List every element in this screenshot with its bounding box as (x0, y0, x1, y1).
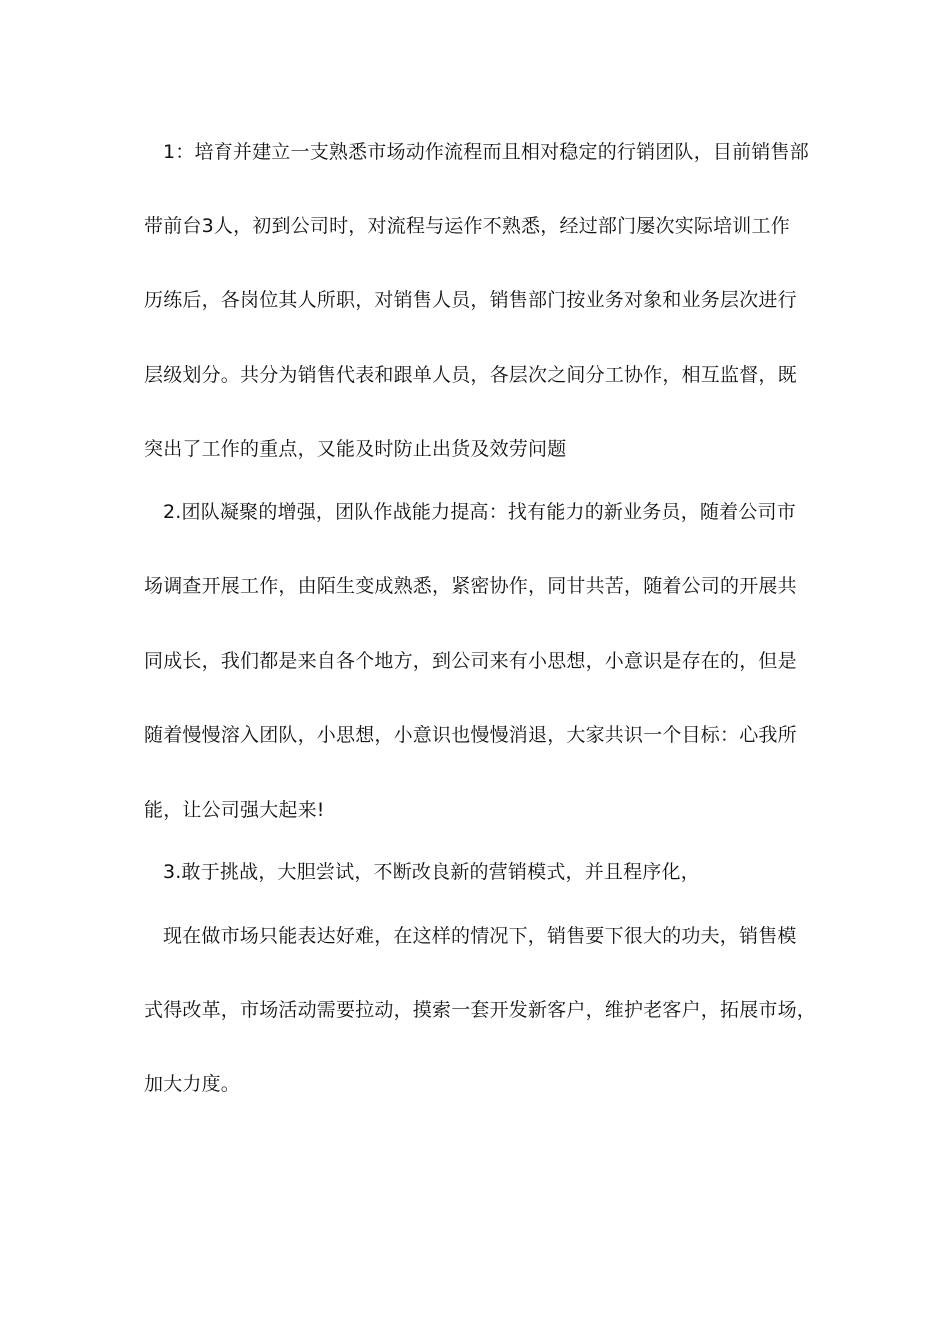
paragraph-2-line-3: 同成长，我们都是来自各个地方，到公司来有小思想，小意识是存在的，但是 (144, 650, 797, 672)
paragraph-1-line-1: 1：培育并建立一支熟悉市场动作流程而且相对稳定的行销团队，目前销售部 (163, 141, 809, 163)
paragraph-2-line-4: 随着慢慢溶入团队，小思想，小意识也慢慢消退，大家共识一个目标：心我所 (144, 724, 797, 746)
paragraph-3-line-1: 3.敢于挑战，大胆尝试，不断改良新的营销模式，并且程序化， (163, 861, 700, 883)
paragraph-1-line-4: 层级划分。共分为销售代表和跟单人员，各层次之间分工协作，相互监督，既 (144, 364, 797, 386)
paragraph-4-line-3: 加大力度。 (144, 1073, 241, 1095)
paragraph-2-line-1: 2.团队凝聚的增强，团队作战能力提高：找有能力的新业务员，随着公司市 (163, 501, 796, 523)
paragraph-1-line-2: 带前台3人，初到公司时，对流程与运作不熟悉，经过部门屡次实际培训工作 (144, 215, 790, 237)
paragraph-4-line-2: 式得改革，市场活动需要拉动，摸索一套开发新客户，维护老客户，拓展市场， (144, 999, 817, 1021)
paragraph-2-line-5: 能，让公司强大起来! (144, 799, 325, 821)
paragraph-1-line-5: 突出了工作的重点，又能及时防止出货及效劳问题 (144, 438, 567, 460)
paragraph-1-line-3: 历练后，各岗位其人所职，对销售人员，销售部门按业务对象和业务层次进行 (144, 289, 797, 311)
paragraph-2-line-2: 场调查开展工作，由陌生变成熟悉，紧密协作，同甘共苦，随着公司的开展共 (144, 575, 797, 597)
paragraph-4-line-1: 现在做市场只能表达好难，在这样的情况下，销售要下很大的功夫，销售模 (163, 925, 797, 947)
